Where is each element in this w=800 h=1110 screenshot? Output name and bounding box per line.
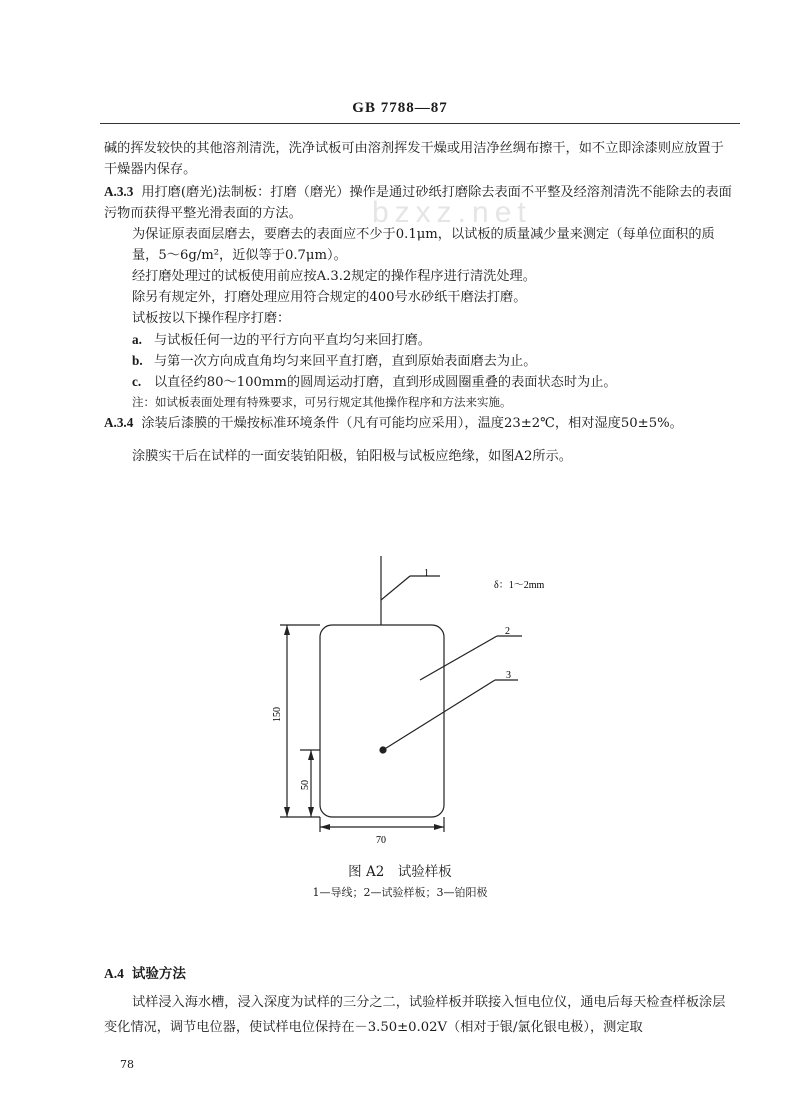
arrowhead [320,824,330,830]
figure-drawing [0,540,800,860]
list-item-a [132,329,732,351]
section-number: A.4 [104,966,124,981]
section-number: A.3.3 [104,184,134,199]
figure-legend: 1—导线；2—试验样板；3—铂阳极 [312,886,488,899]
arrowhead [284,625,290,635]
paragraph-a4: 试样浸入海水槽，浸入深度为试样的三分之二，试验样板并联接入恒电位仪，通电后每天检查样板涂层变化情况，调节电位器，使试样电位保持在－3.50±0.02V（相对于银/氯化银电极），测定取 [104,995,726,1035]
paragraph-a33-4: 除另有规定外，打磨处理应用符合规定的400号水砂纸干磨法打磨。 [132,290,527,305]
section-a34 [104,412,734,434]
arrowhead [308,750,314,760]
test-panel [320,625,444,817]
paragraph-a33-3: 经打磨处理过的试板使用前应按A.3.2规定的操作程序进行清洗处理。 [132,269,536,284]
document-header: GB 7788—87 [352,100,448,116]
list-item-text: 与试板任何一边的平行方向平直均匀来回打磨。 [154,333,431,348]
watermark: bzxz.net [372,196,532,229]
paragraph-a33-2: 为保证原表面层磨去，要磨去的表面应不少于0.1μm，以试板的质量减少量来测定（每单位面积的质量，5～6g/m²，近似等于0.7μm）。 [132,227,715,263]
section-text: 涂装后漆膜的干燥按标准环境条件（凡有可能均应采用），温度23±2℃，相对湿度50±5%。 [141,416,683,431]
section-a33 [104,181,734,224]
dim-50-label: 50 [300,780,311,790]
list-item-text: 以直径约80～100mm的圆周运动打磨，直到形成圆圈重叠的表面状态时为止。 [154,375,617,390]
note: 注：如试板表面处理有特殊要求，可另行规定其他操作程序和方法来实施。 [132,395,512,409]
figure-caption: 图 A2 试验样板 [348,864,452,880]
dim-70-label: 70 [376,835,386,846]
list-item-mark: c. [132,374,142,389]
callout-1-leader [381,576,410,600]
paragraph-a34-2: 涂膜实干后在试样的一面安装铂阳极，铂阳极与试板应绝缘，如图A2所示。 [132,449,572,464]
callout-1-label: 1 [424,568,429,579]
page-number: 78 [120,1058,134,1071]
figure-a2 [0,540,800,860]
paragraph-continuation: 碱的挥发较快的其他溶剂清洗，洗净试板可由溶剂挥发干燥或用洁净丝绸布擦干，如不立即涂漆则应放置于干燥器内保存。 [104,141,724,177]
platinum-anode-dot [379,746,386,753]
section-title: 试验方法 [131,966,186,982]
section-number: A.3.4 [104,415,134,430]
arrowhead [308,807,314,817]
paragraph-a33-5: 试板按以下操作程序打磨： [132,311,291,326]
list-item-text: 与第一次方向成直角均匀来回平直打磨，直到原始表面磨去为止。 [154,354,537,369]
arrowhead [434,824,444,830]
list-item-mark: a. [132,332,142,347]
arrowhead [284,807,290,817]
callout-3-label: 3 [506,670,511,681]
delta-label: δ：1～2mm [494,580,545,591]
dim-150-label: 150 [272,707,283,722]
header-rule [100,123,740,124]
list-item-c [132,371,732,393]
section-a4-heading [104,962,186,982]
callout-2-label: 2 [505,626,510,637]
list-item-b [132,350,732,372]
section-text: 用打磨(磨光)法制板：打磨（磨光）操作是通过砂纸打磨除去表面不平整及经溶剂清洗不能除去的表面污物而获得平整光滑表面的方法。 [104,185,732,221]
callout-2-leader [420,636,497,680]
list-item-mark: b. [132,353,143,368]
callout-3-leader [383,680,495,750]
